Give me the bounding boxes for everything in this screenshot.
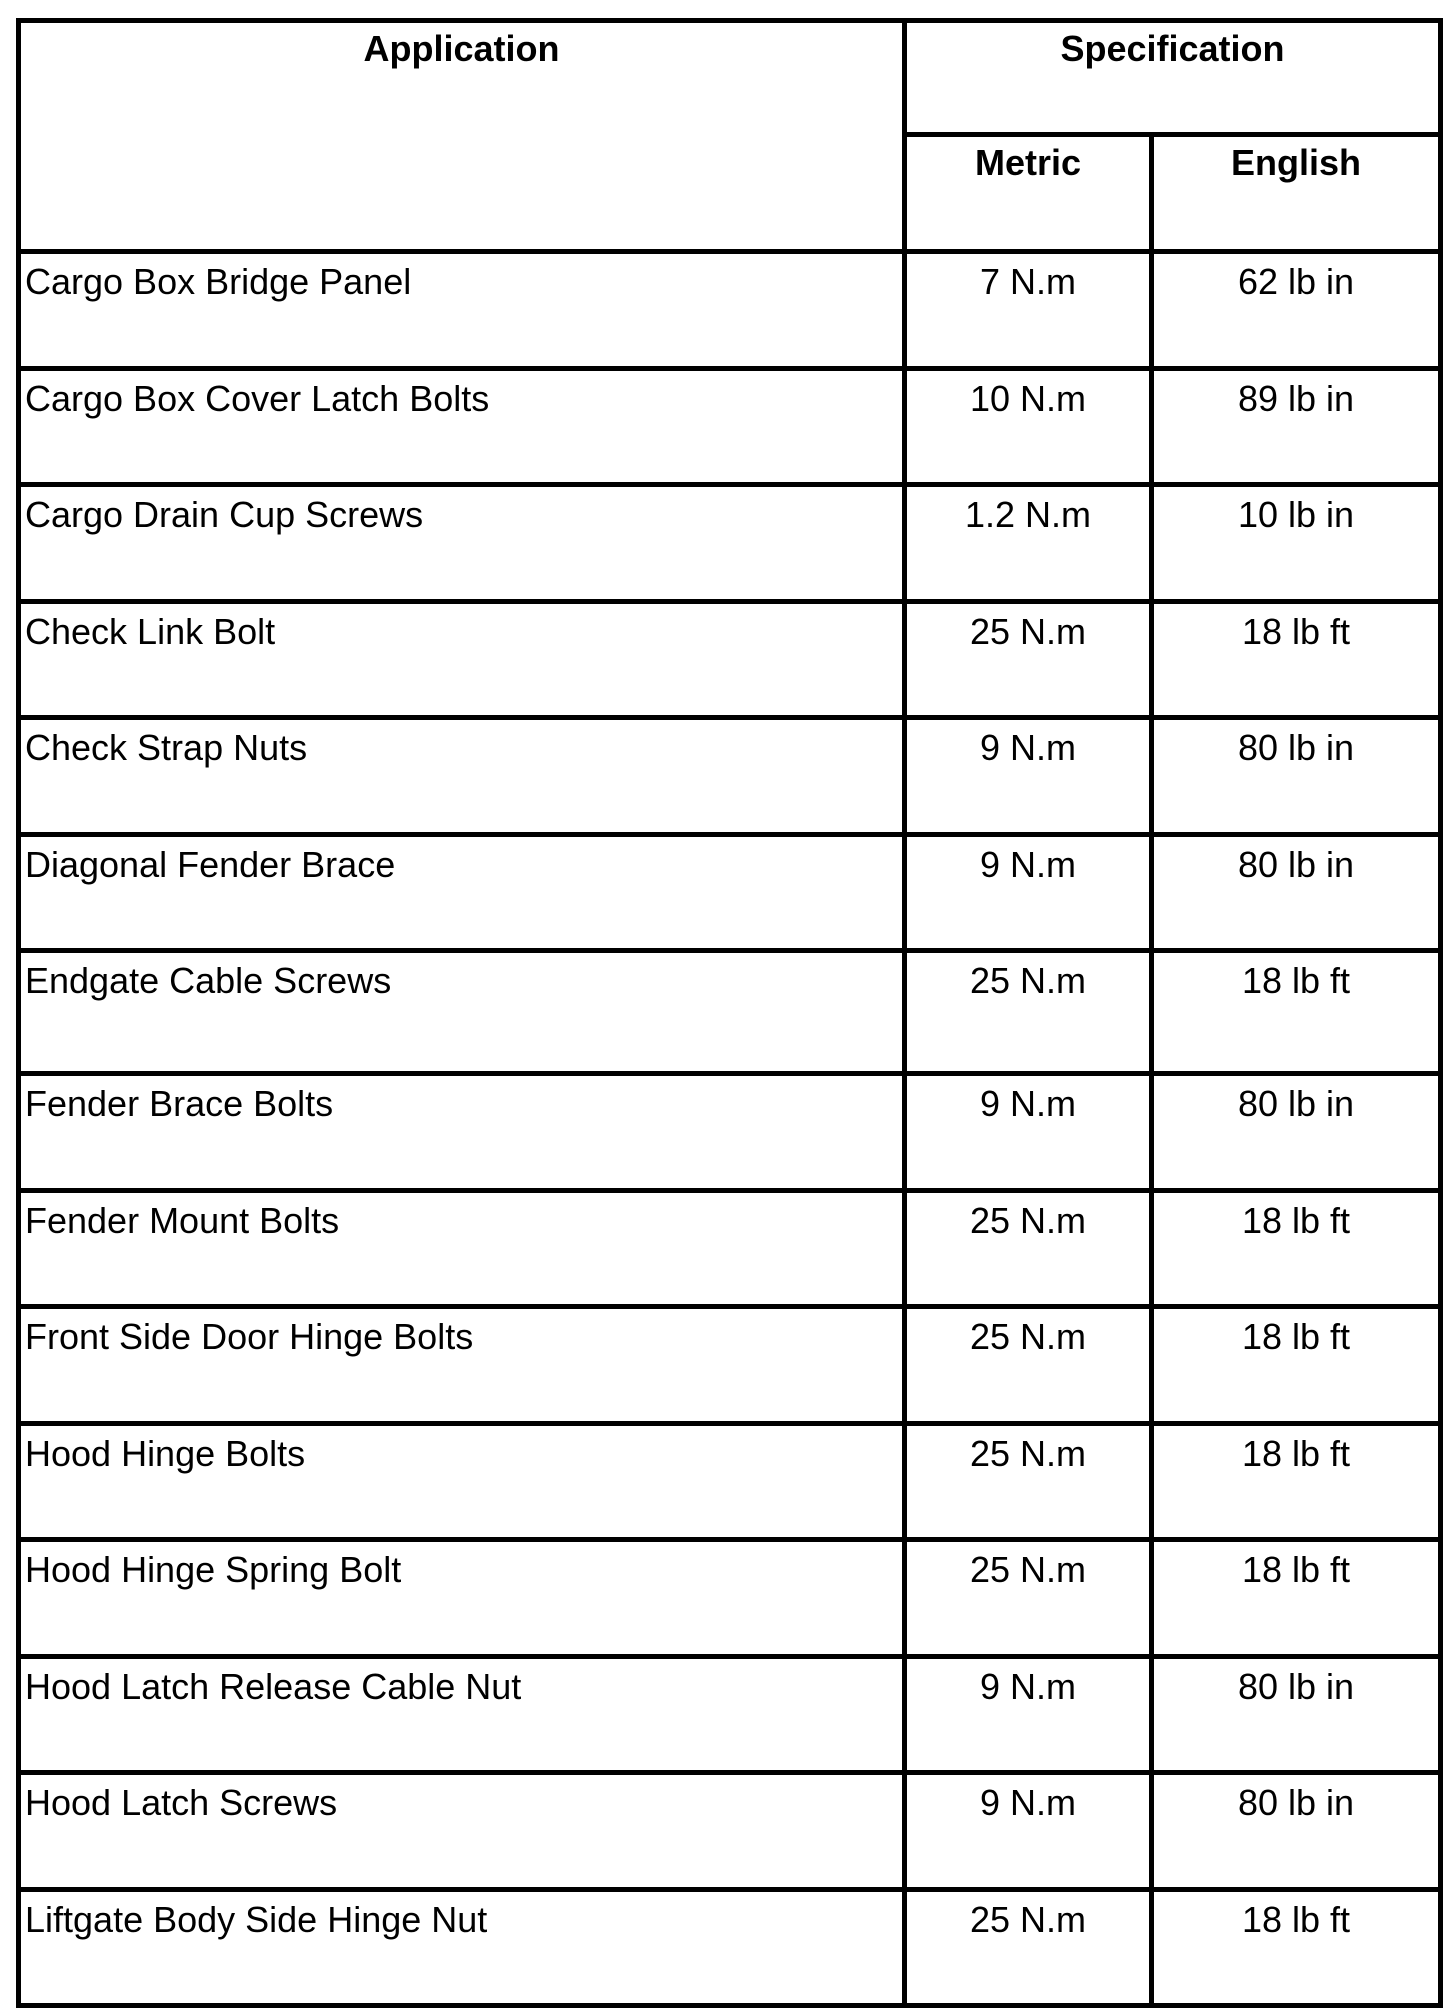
- metric-cell: 25 N.m: [905, 1540, 1152, 1657]
- application-header: Application: [19, 21, 905, 252]
- application-cell: Hood Latch Screws: [19, 1773, 905, 1890]
- english-cell: 62 lb in: [1152, 252, 1441, 369]
- metric-cell: 9 N.m: [905, 1074, 1152, 1191]
- english-cell: 80 lb in: [1152, 1773, 1441, 1890]
- metric-cell: 25 N.m: [905, 1423, 1152, 1540]
- english-cell: 80 lb in: [1152, 834, 1441, 951]
- header-row-top: [19, 21, 1441, 135]
- application-cell: Diagonal Fender Brace: [19, 834, 905, 951]
- english-cell: 18 lb ft: [1152, 1307, 1441, 1424]
- metric-cell: 10 N.m: [905, 368, 1152, 485]
- english-cell: 80 lb in: [1152, 718, 1441, 835]
- english-cell: 18 lb ft: [1152, 1889, 1441, 2006]
- table-row: [19, 601, 1441, 718]
- english-cell: 18 lb ft: [1152, 1190, 1441, 1307]
- application-cell: Liftgate Body Side Hinge Nut: [19, 1889, 905, 2006]
- table-row: [19, 718, 1441, 835]
- application-cell: Hood Hinge Bolts: [19, 1423, 905, 1540]
- table-row: [19, 1190, 1441, 1307]
- english-cell: 80 lb in: [1152, 1074, 1441, 1191]
- metric-cell: 25 N.m: [905, 1190, 1152, 1307]
- torque-spec-table: [16, 18, 1443, 2008]
- english-cell: 18 lb ft: [1152, 1540, 1441, 1657]
- table-row: [19, 1423, 1441, 1540]
- application-cell: Check Link Bolt: [19, 601, 905, 718]
- metric-cell: 1.2 N.m: [905, 485, 1152, 602]
- metric-cell: 9 N.m: [905, 718, 1152, 835]
- application-cell: Fender Mount Bolts: [19, 1190, 905, 1307]
- table-row: [19, 1074, 1441, 1191]
- table-row: [19, 368, 1441, 485]
- metric-cell: 25 N.m: [905, 951, 1152, 1074]
- specification-header: Specification: [905, 21, 1441, 135]
- application-cell: Fender Brace Bolts: [19, 1074, 905, 1191]
- english-cell: 18 lb ft: [1152, 601, 1441, 718]
- english-cell: 18 lb ft: [1152, 951, 1441, 1074]
- english-cell: 89 lb in: [1152, 368, 1441, 485]
- application-cell: Hood Latch Release Cable Nut: [19, 1656, 905, 1773]
- metric-header: Metric: [905, 135, 1152, 252]
- application-cell: Cargo Box Cover Latch Bolts: [19, 368, 905, 485]
- application-cell: Hood Hinge Spring Bolt: [19, 1540, 905, 1657]
- metric-cell: 9 N.m: [905, 834, 1152, 951]
- metric-cell: 9 N.m: [905, 1656, 1152, 1773]
- application-cell: Check Strap Nuts: [19, 718, 905, 835]
- table-row: [19, 951, 1441, 1074]
- table-row: [19, 1773, 1441, 1890]
- table-row: [19, 834, 1441, 951]
- table-row: [19, 1889, 1441, 2006]
- application-cell: Front Side Door Hinge Bolts: [19, 1307, 905, 1424]
- metric-cell: 25 N.m: [905, 601, 1152, 718]
- application-cell: Cargo Drain Cup Screws: [19, 485, 905, 602]
- english-header: English: [1152, 135, 1441, 252]
- application-cell: Cargo Box Bridge Panel: [19, 252, 905, 369]
- table-row: [19, 485, 1441, 602]
- english-cell: 80 lb in: [1152, 1656, 1441, 1773]
- metric-cell: 25 N.m: [905, 1307, 1152, 1424]
- table-row: [19, 1307, 1441, 1424]
- english-cell: 10 lb in: [1152, 485, 1441, 602]
- table-row: [19, 252, 1441, 369]
- metric-cell: 25 N.m: [905, 1889, 1152, 2006]
- table-row: [19, 1656, 1441, 1773]
- application-cell: Endgate Cable Screws: [19, 951, 905, 1074]
- english-cell: 18 lb ft: [1152, 1423, 1441, 1540]
- metric-cell: 7 N.m: [905, 252, 1152, 369]
- table-row: [19, 1540, 1441, 1657]
- metric-cell: 9 N.m: [905, 1773, 1152, 1890]
